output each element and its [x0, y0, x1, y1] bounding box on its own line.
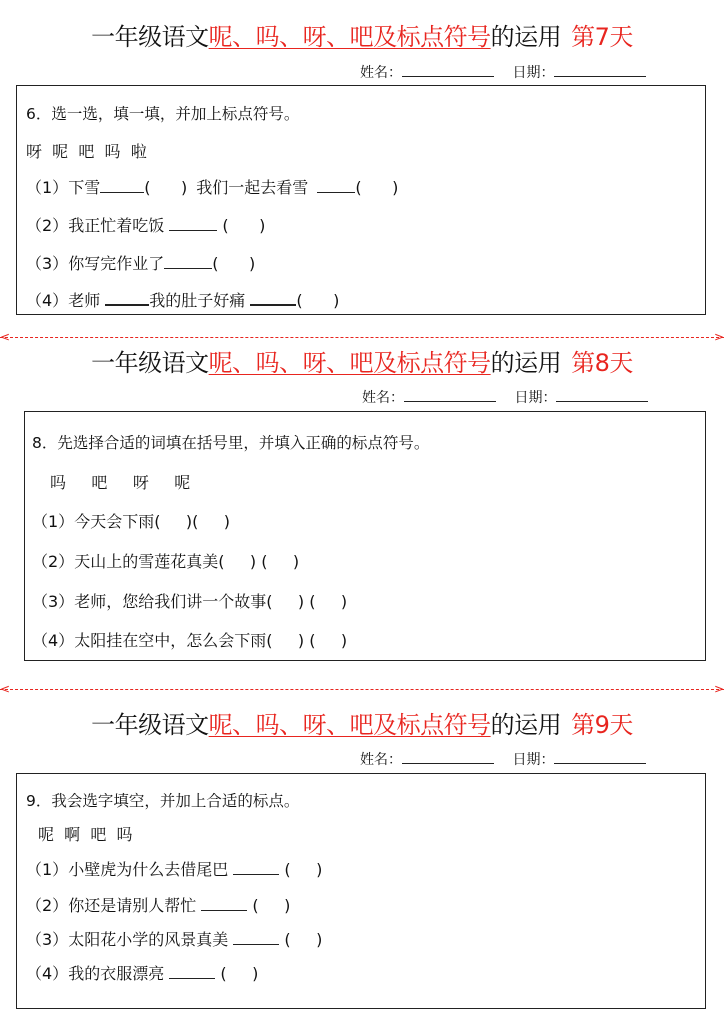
question-row: （4）老师 我的肚子好痛 ( ) — [26, 291, 340, 310]
title-keyword: 呢、吗、呀、吧及标点符号 — [208, 711, 491, 739]
date-blank[interactable] — [554, 63, 646, 77]
title-day: 第7天 — [571, 23, 633, 51]
worksheet-title — [0, 22, 724, 52]
question-row: （1）下雪 ( ) 我们一起去看雪 ( ) — [26, 178, 399, 197]
answer-blank[interactable] — [201, 896, 247, 911]
answer-blank[interactable] — [169, 216, 217, 231]
question-row: （1）今天会下雨( )( ) — [32, 512, 231, 531]
word-options: 呀 呢 吧 吗 啦 — [26, 142, 147, 161]
question-row: （4）太阳挂在空中，怎么会下雨( ) ( ) — [32, 631, 348, 650]
date-label: 日期： — [514, 390, 557, 406]
answer-paren[interactable]: ( ) ( ) — [266, 592, 348, 611]
instruction: 8．先选择合适的词填在括号里，并填入正确的标点符号。 — [32, 434, 430, 452]
title-day: 第9天 — [571, 711, 633, 739]
title-day: 第8天 — [571, 349, 633, 377]
title-suffix: 的运用 — [490, 23, 562, 51]
cut-arrow-right-icon: > — [714, 330, 724, 344]
title-suffix: 的运用 — [490, 711, 562, 739]
worksheet-title — [0, 710, 724, 740]
answer-paren[interactable]: ( ) — [252, 896, 291, 915]
cut-line — [0, 337, 724, 338]
answer-paren[interactable]: ( ) — [355, 178, 399, 197]
answer-paren[interactable]: ( ) — [222, 216, 266, 235]
answer-paren[interactable]: ( ) ( ) — [266, 631, 348, 650]
answer-blank[interactable] — [169, 964, 215, 979]
name-blank[interactable] — [402, 63, 494, 77]
title-keyword: 呢、吗、呀、吧及标点符号 — [208, 349, 491, 377]
answer-paren[interactable]: ( )( ) — [154, 512, 231, 531]
answer-paren[interactable]: ( ) — [296, 291, 340, 310]
answer-paren[interactable]: ( ) — [284, 860, 323, 879]
word-options: 呢 啊 吧 吗 — [38, 825, 133, 844]
name-blank[interactable] — [404, 388, 496, 402]
question-row: （2）我正忙着吃饭 ( ) — [26, 216, 266, 235]
date-blank[interactable] — [556, 388, 648, 402]
title-prefix: 一年级语文 — [91, 23, 209, 51]
instruction: 6．选一选，填一填，并加上标点符号。 — [26, 105, 300, 123]
date-label: 日期： — [512, 65, 555, 81]
answer-blank[interactable] — [100, 178, 144, 193]
date-label: 日期： — [512, 752, 555, 768]
answer-blank[interactable] — [164, 254, 212, 269]
cut-arrow-right-icon: > — [714, 682, 724, 696]
name-blank[interactable] — [402, 750, 494, 764]
question-row: （1）小壁虎为什么去借尾巴 ( ) — [26, 860, 323, 879]
answer-paren[interactable]: ( ) — [144, 178, 188, 197]
answer-blank[interactable] — [105, 290, 149, 306]
answer-paren[interactable]: ( ) — [284, 930, 323, 949]
answer-blank[interactable] — [250, 290, 296, 306]
answer-blank[interactable] — [233, 860, 279, 875]
title-prefix: 一年级语文 — [91, 349, 209, 377]
name-label: 姓名： — [360, 752, 402, 768]
question-row: （3）太阳花小学的风景真美 ( ) — [26, 930, 323, 949]
question-row: （2）你还是请别人帮忙 ( ) — [26, 896, 291, 915]
question-row: （4）我的衣服漂亮 ( ) — [26, 964, 259, 983]
title-prefix: 一年级语文 — [91, 711, 209, 739]
worksheet-title — [0, 348, 724, 378]
title-suffix: 的运用 — [490, 349, 562, 377]
cut-arrow-left-icon: < — [0, 330, 11, 344]
answer-blank[interactable] — [233, 930, 279, 945]
title-keyword: 呢、吗、呀、吧及标点符号 — [208, 23, 491, 51]
answer-paren[interactable]: ( ) — [212, 254, 256, 273]
cut-arrow-left-icon: < — [0, 682, 11, 696]
question-row: （2）天山上的雪莲花真美( ) ( ) — [32, 552, 300, 571]
name-label: 姓名： — [362, 390, 404, 406]
name-label: 姓名： — [360, 65, 402, 81]
question-row: （3）你写完作业了 ( ) — [26, 254, 256, 273]
instruction: 9．我会选字填空，并加上合适的标点。 — [26, 792, 300, 810]
answer-blank[interactable] — [317, 178, 355, 193]
question-row: （3）老师，您给我们讲一个故事( ) ( ) — [32, 592, 348, 611]
answer-paren[interactable]: ( ) ( ) — [218, 552, 300, 571]
name-date-row — [362, 388, 648, 407]
answer-paren[interactable]: ( ) — [220, 964, 259, 983]
cut-line — [0, 689, 724, 690]
date-blank[interactable] — [554, 750, 646, 764]
word-options: 吗 吧 呀 呢 — [50, 473, 191, 492]
name-date-row — [360, 63, 646, 82]
name-date-row — [360, 750, 646, 769]
